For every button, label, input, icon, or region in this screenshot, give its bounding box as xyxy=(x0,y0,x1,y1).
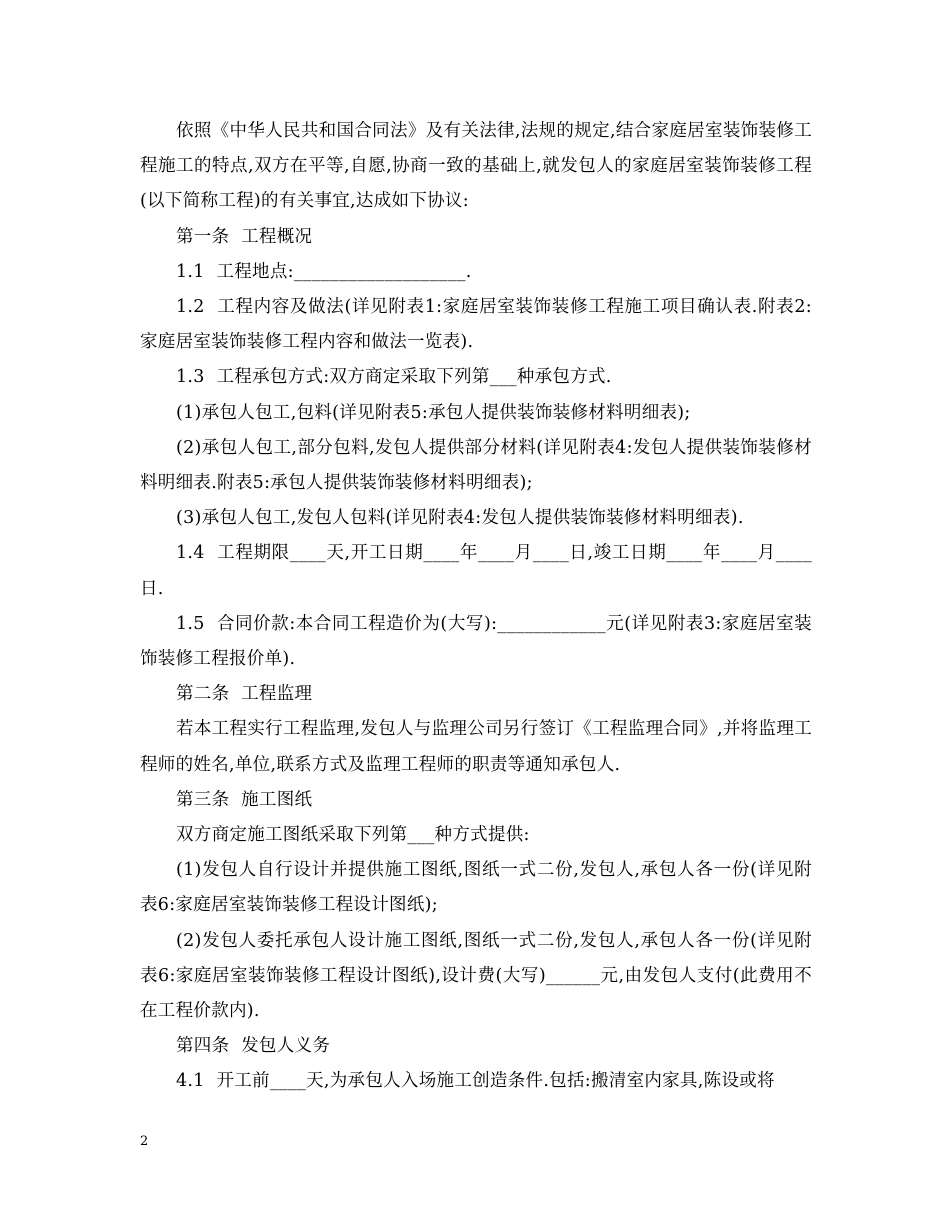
intro-paragraph: 依照《中华人民共和国合同法》及有关法律,法规的规定,结合家庭居室装饰装修工程施工的特点,双方在平等,自愿,协商一致的基础上,就发包人的家庭居室装饰装修工程(以下简称工程)的有关事宜,达成如下协议: xyxy=(140,121,812,212)
document-body xyxy=(140,114,812,1100)
article-3-heading: 第三条 施工图纸 xyxy=(176,789,313,810)
article-2-heading: 第二条 工程监理 xyxy=(176,684,313,705)
clause-4-1: 4.1 开工前____天,为承包人入场施工创造条件.包括:搬清室内家具,陈设或将 xyxy=(176,1071,775,1092)
clause-1-4: 1.4 工程期限____天,开工日期____年____月____日,竣工日期____年____月____日. xyxy=(140,543,812,599)
clause-1-5: 1.5 合同价款:本合同工程造价为(大写):____________元(详见附表3:家庭居室装饰装修工程报价单). xyxy=(140,613,812,670)
clause-1-3-option-3: (3)承包人包工,发包人包料(详见附表4:发包人提供装饰装修材料明细表). xyxy=(176,508,744,529)
article-3-intro: 双方商定施工图纸采取下列第___种方式提供: xyxy=(176,825,530,846)
page-number: 2 xyxy=(140,1134,149,1149)
clause-1-2: 1.2 工程内容及做法(详见附表1:家庭居室装饰装修工程施工项目确认表.附表2:家庭居室装饰装修工程内容和做法一览表). xyxy=(140,297,812,353)
article-2-body: 若本工程实行工程监理,发包人与监理公司另行签订《工程监理合同》,并将监理工程师的姓名,单位,联系方式及监理工程师的职责等通知承包人. xyxy=(140,719,812,775)
clause-1-3: 1.3 工程承包方式:双方商定采取下列第___种承包方式. xyxy=(176,367,612,388)
article-3-option-2: (2)发包人委托承包人设计施工图纸,图纸一式二份,发包人,承包人各一份(详见附表6:家庭居室装饰装修工程设计图纸),设计费(大写)______元,由发包人支付(此费用不在工程价款内). xyxy=(140,930,812,1022)
article-3-option-1: (1)发包人自行设计并提供施工图纸,图纸一式二份,发包人,承包人各一份(详见附表6:家庭居室装饰装修工程设计图纸); xyxy=(140,860,812,916)
clause-1-1: 1.1 工程地点:___________________. xyxy=(176,261,472,282)
article-1-heading: 第一条 工程概况 xyxy=(176,226,313,247)
article-4-heading: 第四条 发包人义务 xyxy=(176,1036,331,1057)
clause-1-3-option-1: (1)承包人包工,包料(详见附表5:承包人提供装饰装修材料明细表); xyxy=(176,402,691,423)
clause-1-3-option-2: (2)承包人包工,部分包料,发包人提供部分材料(详见附表4:发包人提供装饰装修材料明细表.附表5:承包人提供装饰装修材料明细表); xyxy=(140,437,812,494)
